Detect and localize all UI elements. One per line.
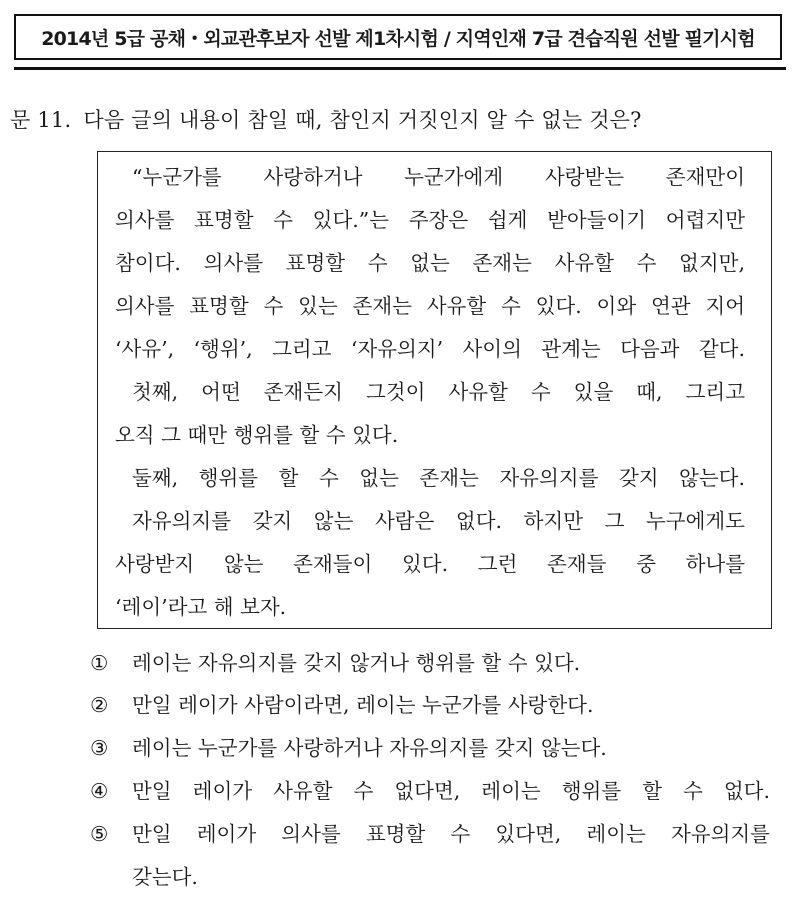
choice-text: 레이는 자유의지를 갖지 않거나 행위를 할 수 있다. xyxy=(132,651,581,675)
header-divider xyxy=(14,67,786,70)
passage-line: 자유의지를 갖지 않는 사람은 없다. 하지만 그 누구에게도 xyxy=(132,509,745,533)
choice-4[interactable] xyxy=(90,778,770,804)
choice-text: 만일 레이가 사유할 수 없다면, 레이는 행위를 할 수 없다. xyxy=(132,779,770,803)
passage-line: ‘사유’, ‘행위’, 그리고 ‘자유의지’ 사이의 관계는 다음과 같다. xyxy=(115,337,745,361)
choice-5[interactable] xyxy=(90,821,770,847)
choice-text: 만일 레이가 의사를 표명할 수 있다면, 레이는 자유의지를 xyxy=(132,822,770,846)
choice-3[interactable] xyxy=(90,735,770,761)
choice-number: ⑤ xyxy=(90,822,109,846)
choice-number: ③ xyxy=(90,736,109,760)
choice-2[interactable] xyxy=(90,692,770,718)
passage-line: 오직 그 때만 행위를 할 수 있다. xyxy=(115,423,399,447)
exam-header xyxy=(14,14,782,60)
passage-line: ‘레이’라고 해 보자. xyxy=(115,595,287,619)
passage-box xyxy=(97,151,772,629)
choice-1[interactable] xyxy=(90,650,770,676)
choice-number: ① xyxy=(90,651,109,675)
choice-5-continuation: 갖는다. xyxy=(132,865,198,889)
passage-line: “누군가를 사랑하거나 누군가에게 사랑받는 존재만이 xyxy=(132,165,745,189)
question-number: 문 11. xyxy=(10,108,72,132)
passage-line: 참이다. 의사를 표명할 수 없는 존재는 사유할 수 없지만, xyxy=(115,251,745,275)
question-text: 다음 글의 내용이 참일 때, 참인지 거짓인지 알 수 없는 것은? xyxy=(83,108,642,132)
passage-line: 둘째, 행위를 할 수 없는 존재는 자유의지를 갖지 않는다. xyxy=(132,466,745,490)
choice-text: 만일 레이가 사람이라면, 레이는 누군가를 사랑한다. xyxy=(132,693,594,717)
choice-number: ④ xyxy=(90,779,109,803)
choice-number: ② xyxy=(90,693,109,717)
question-stem xyxy=(10,104,642,134)
passage-line: 의사를 표명할 수 있는 존재는 사유할 수 있다. 이와 연관 지어 xyxy=(115,294,745,318)
passage-line: 사랑받지 않는 존재들이 있다. 그런 존재들 중 하나를 xyxy=(115,552,745,576)
choice-text: 레이는 누군가를 사랑하거나 자유의지를 갖지 않는다. xyxy=(132,736,607,760)
passage-line: 첫째, 어떤 존재든지 그것이 사유할 수 있을 때, 그리고 xyxy=(132,380,745,404)
passage-line: 의사를 표명할 수 있다.”는 주장은 쉽게 받아들이기 어렵지만 xyxy=(115,208,745,232)
exam-header-title: 2014년 5급 공채・외교관후보자 선발 제1차시험 / 지역인재 7급 견습직원 선발 필기시험 xyxy=(41,27,755,50)
